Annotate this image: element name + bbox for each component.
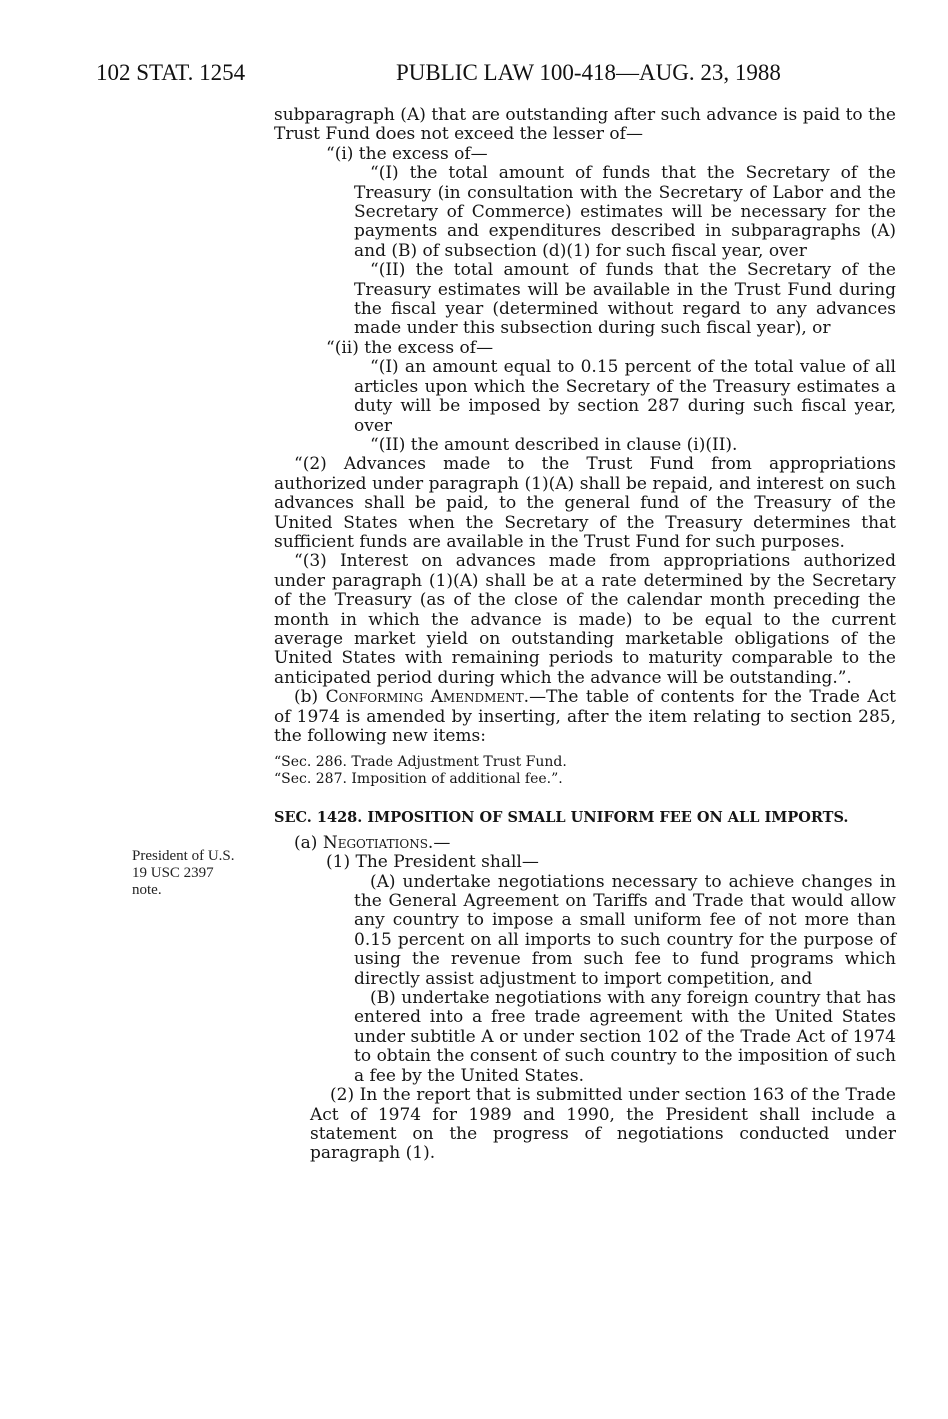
paragraph-conforming-amendment: [274, 688, 896, 746]
paragraph: (1) The President shall—: [326, 852, 539, 873]
paragraph: (2) In the report that is submitted under section 163 of the Trade Act of 1974 for 1989 and 1990, the President shall include a statement on the progress of negotiations conducted under paragraph (1).: [310, 1085, 896, 1164]
toc-item: “Sec. 286. Trade Adjustment Trust Fund.: [274, 754, 567, 771]
paragraph-prefix: (b): [294, 687, 319, 708]
subsection-negotiations: [274, 834, 896, 853]
section-heading: SEC. 1428. IMPOSITION OF SMALL UNIFORM FEE ON ALL IMPORTS.: [274, 809, 849, 827]
margin-note-line: note.: [132, 882, 162, 898]
paragraph: “(II) the total amount of funds that the Secretary of the Treasury estimates will be available in the Trust Fund during the fiscal year (determined without regard to any advances made under this subsection during such fiscal year), or: [354, 260, 896, 339]
table-of-contents-items: [274, 754, 896, 788]
statute-page-number: 102 STAT. 1254: [96, 60, 246, 85]
margin-note-line: President of U.S.: [132, 848, 235, 864]
document-body: [274, 106, 896, 1164]
subsection-heading: Negotiations.: [322, 832, 434, 853]
paragraph: “(ii) the excess of—: [326, 337, 494, 358]
public-law-title: PUBLIC LAW 100-418—AUG. 23, 1988: [396, 60, 781, 85]
paragraph: “(3) Interest on advances made from appropriations authorized under paragraph (1)(A) shall be at a rate determined by the Secretary of the Treasury (as of the close of the calendar month preceding the month in which the advance is made) to be equal to the current average market yield on outstanding marketable obligations of the United States with remaining periods to maturity comparable to the anticipated period during which the advance will be outstanding.”.: [274, 551, 896, 688]
paragraph-text: —The table of contents for the Trade Act of 1974 is amended by inserting, after the item relating to section 285, the following new items:: [274, 687, 896, 746]
toc-item: “Sec. 287. Imposition of additional fee.”.: [274, 771, 563, 788]
paragraph: “(I) an amount equal to 0.15 percent of the total value of all articles upon which the Secretary of the Treasury estimates a duty will be imposed by section 287 during such fiscal year, over: [354, 357, 896, 436]
margin-note-line: 19 USC 2397: [132, 865, 214, 881]
paragraph-prefix: (a): [294, 832, 318, 853]
paragraph: “(II) the amount described in clause (i)(II).: [370, 434, 738, 455]
subsection-heading: Conforming Amendment.: [325, 687, 530, 708]
paragraph: “(I) the total amount of funds that the Secretary of the Treasury (in consultation with the Secretary of Labor and the Secretary of Commerce) estimates will be necessary for the payments and expenditures described in subparagraphs (A) and (B) of subsection (d)(1) for such fiscal year, over: [354, 163, 896, 261]
paragraph: “(i) the excess of—: [326, 143, 488, 164]
paragraph: (B) undertake negotiations with any foreign country that has entered into a free trade agreement with the United States under subtitle A or under section 102 of the Trade Act of 1974 to obtain the consent of such country to the imposition of such a fee by the United States.: [354, 988, 896, 1086]
paragraph: (A) undertake negotiations necessary to achieve changes in the General Agreement on Tariffs and Trade that would allow any country to impose a small uniform fee of not more than 0.15 percent on all imports to such country for the purpose of using the revenue from such fee to fund programs which directly assist adjustment to import competition, and: [354, 871, 896, 989]
paragraph: “(2) Advances made to the Trust Fund from appropriations authorized under paragraph (1)(A) shall be repaid, and interest on such advances shall be paid, to the general fund of the Treasury of the United States when the Secretary of the Treasury determines that sufficient funds are available in the Trust Fund for such purposes.: [274, 454, 896, 552]
paragraph: subparagraph (A) that are outstanding after such advance is paid to the Trust Fund does not exceed the lesser of—: [274, 105, 896, 145]
margin-note: [132, 848, 262, 899]
heading-dash: —: [433, 832, 451, 853]
